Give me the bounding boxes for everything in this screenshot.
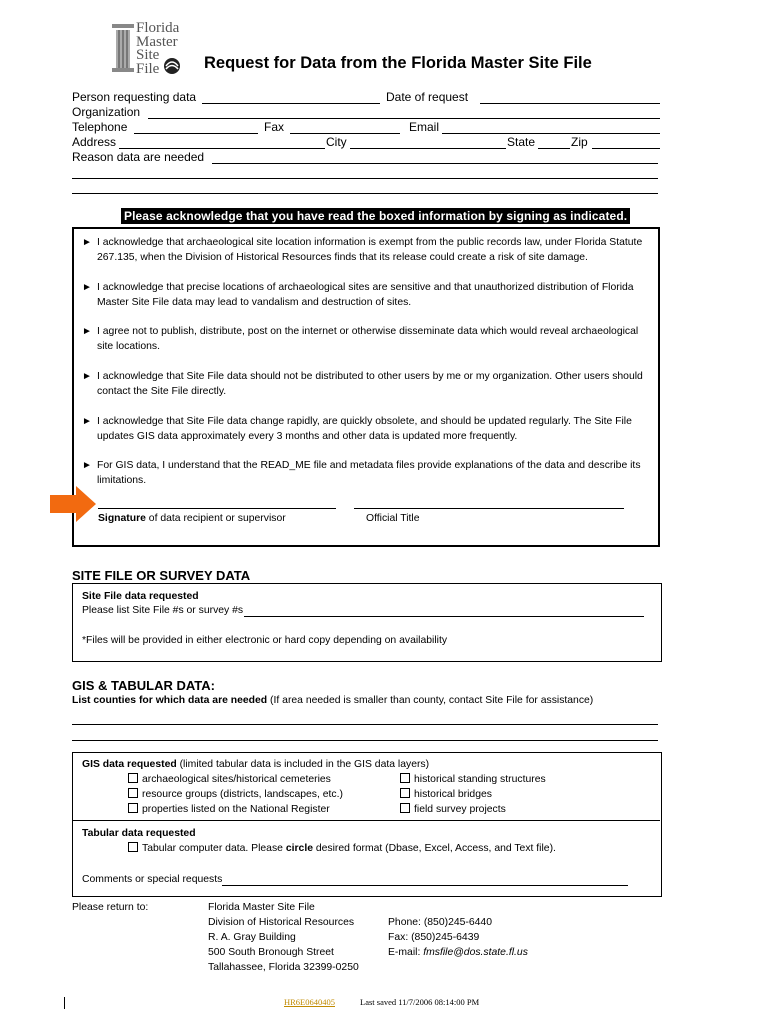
- site-file-heading: SITE FILE OR SURVEY DATA: [72, 568, 251, 583]
- tabular-label: Tabular data requested: [82, 828, 196, 839]
- option-archaeological-sites[interactable]: archaeological sites/historical cemeteries: [128, 773, 331, 787]
- fax-label: Fax: [264, 120, 285, 134]
- counties-line-1[interactable]: [72, 724, 658, 725]
- site-file-list-label: Please list Site File #s or survey #s: [82, 605, 244, 616]
- arrow-bullet-icon: ►: [82, 416, 92, 427]
- site-file-note: *Files will be provided in either electronic or hard copy depending on availability: [82, 635, 448, 646]
- option-historical-bridges[interactable]: historical bridges: [400, 788, 492, 802]
- person-label: Person requesting data: [72, 90, 197, 104]
- fax-field[interactable]: [290, 133, 400, 134]
- arrow-bullet-icon: ►: [82, 371, 92, 382]
- organization-label: Organization: [72, 105, 141, 119]
- counties-label: List counties for which data are needed (If area needed is smaller than county, contact Site File for assistance): [72, 695, 594, 706]
- phone: Phone: (850)245-6440: [388, 917, 492, 928]
- state-field[interactable]: [538, 148, 570, 149]
- reason-line-2[interactable]: [72, 178, 658, 179]
- return-address: Florida Master Site File Division of Historical Resources R. A. Gray Building 500 South Bronough Street Tallahassee, Florida 32399-0250: [208, 902, 359, 973]
- return-label: Please return to:: [72, 902, 149, 913]
- comments-label: Comments or special requests: [82, 874, 223, 885]
- footer-last-saved: Last saved 11/7/2006 08:14:00 PM: [360, 997, 480, 1007]
- date-field[interactable]: [480, 103, 660, 104]
- option-tabular[interactable]: Tabular computer data. Please circle desired format (Dbase, Excel, Access, and Text file).: [128, 842, 556, 856]
- zip-label: Zip: [571, 135, 588, 149]
- reason-label: Reason data are needed: [72, 150, 205, 164]
- arrow-bullet-icon: ►: [82, 460, 92, 471]
- checkbox-icon[interactable]: [400, 788, 410, 798]
- person-field[interactable]: [202, 103, 380, 104]
- gis-box-divider: [72, 820, 660, 821]
- checkbox-icon[interactable]: [400, 803, 410, 813]
- option-national-register[interactable]: properties listed on the National Register: [128, 803, 330, 817]
- option-field-survey[interactable]: field survey projects: [400, 803, 506, 817]
- city-field[interactable]: [350, 148, 506, 149]
- address-field[interactable]: [119, 148, 325, 149]
- city-label: City: [326, 135, 347, 149]
- return-contact: [388, 915, 528, 960]
- logo-text: Florida Master Site File: [136, 20, 180, 77]
- acknowledge-banner: Please acknowledge that you have read the boxed information by signing as indicated.: [121, 208, 630, 224]
- checkbox-icon[interactable]: [128, 788, 138, 798]
- checkbox-icon[interactable]: [400, 773, 410, 783]
- cursor-mark: [64, 997, 65, 1009]
- reason-field[interactable]: [212, 163, 658, 164]
- gis-heading: GIS & TABULAR DATA:: [72, 678, 215, 693]
- email-link[interactable]: fmsfile@dos.state.fl.us: [423, 947, 528, 958]
- signature-label: Signature of data recipient or supervisor: [98, 513, 286, 524]
- state-label: State: [507, 135, 536, 149]
- gis-requested-label: GIS data requested (limited tabular data is included in the GIS data layers): [82, 759, 430, 770]
- date-label: Date of request: [386, 90, 469, 104]
- arrow-bullet-icon: ►: [82, 237, 92, 248]
- checkbox-icon[interactable]: [128, 842, 138, 852]
- comments-field[interactable]: [222, 885, 628, 886]
- footer-code: HR6E0640405: [284, 997, 335, 1007]
- email-line: E-mail: fmsfile@dos.state.fl.us: [388, 947, 528, 958]
- telephone-label: Telephone: [72, 120, 128, 134]
- checkbox-icon[interactable]: [128, 803, 138, 813]
- telephone-field[interactable]: [134, 133, 258, 134]
- email-label: Email: [409, 120, 440, 134]
- reason-line-3[interactable]: [72, 193, 658, 194]
- signature-field[interactable]: [98, 508, 336, 509]
- site-file-list-field[interactable]: [244, 616, 644, 617]
- orange-arrow-icon: [48, 484, 98, 524]
- arrow-bullet-icon: ►: [82, 282, 92, 293]
- site-file-sub: Site File data requested: [82, 591, 199, 602]
- arrow-bullet-icon: ►: [82, 326, 92, 337]
- address-label: Address: [72, 135, 117, 149]
- official-title-label: Official Title: [366, 513, 420, 524]
- page-title: Request for Data from the Florida Master Site File: [204, 54, 592, 72]
- email-field[interactable]: [442, 133, 660, 134]
- checkbox-icon[interactable]: [128, 773, 138, 783]
- fax: Fax: (850)245-6439: [388, 932, 480, 943]
- organization-field[interactable]: [148, 118, 660, 119]
- option-resource-groups[interactable]: resource groups (districts, landscapes, etc.): [128, 788, 343, 802]
- zip-field[interactable]: [592, 148, 660, 149]
- counties-line-2[interactable]: [72, 740, 658, 741]
- option-standing-structures[interactable]: historical standing structures: [400, 773, 546, 787]
- official-title-field[interactable]: [354, 508, 624, 509]
